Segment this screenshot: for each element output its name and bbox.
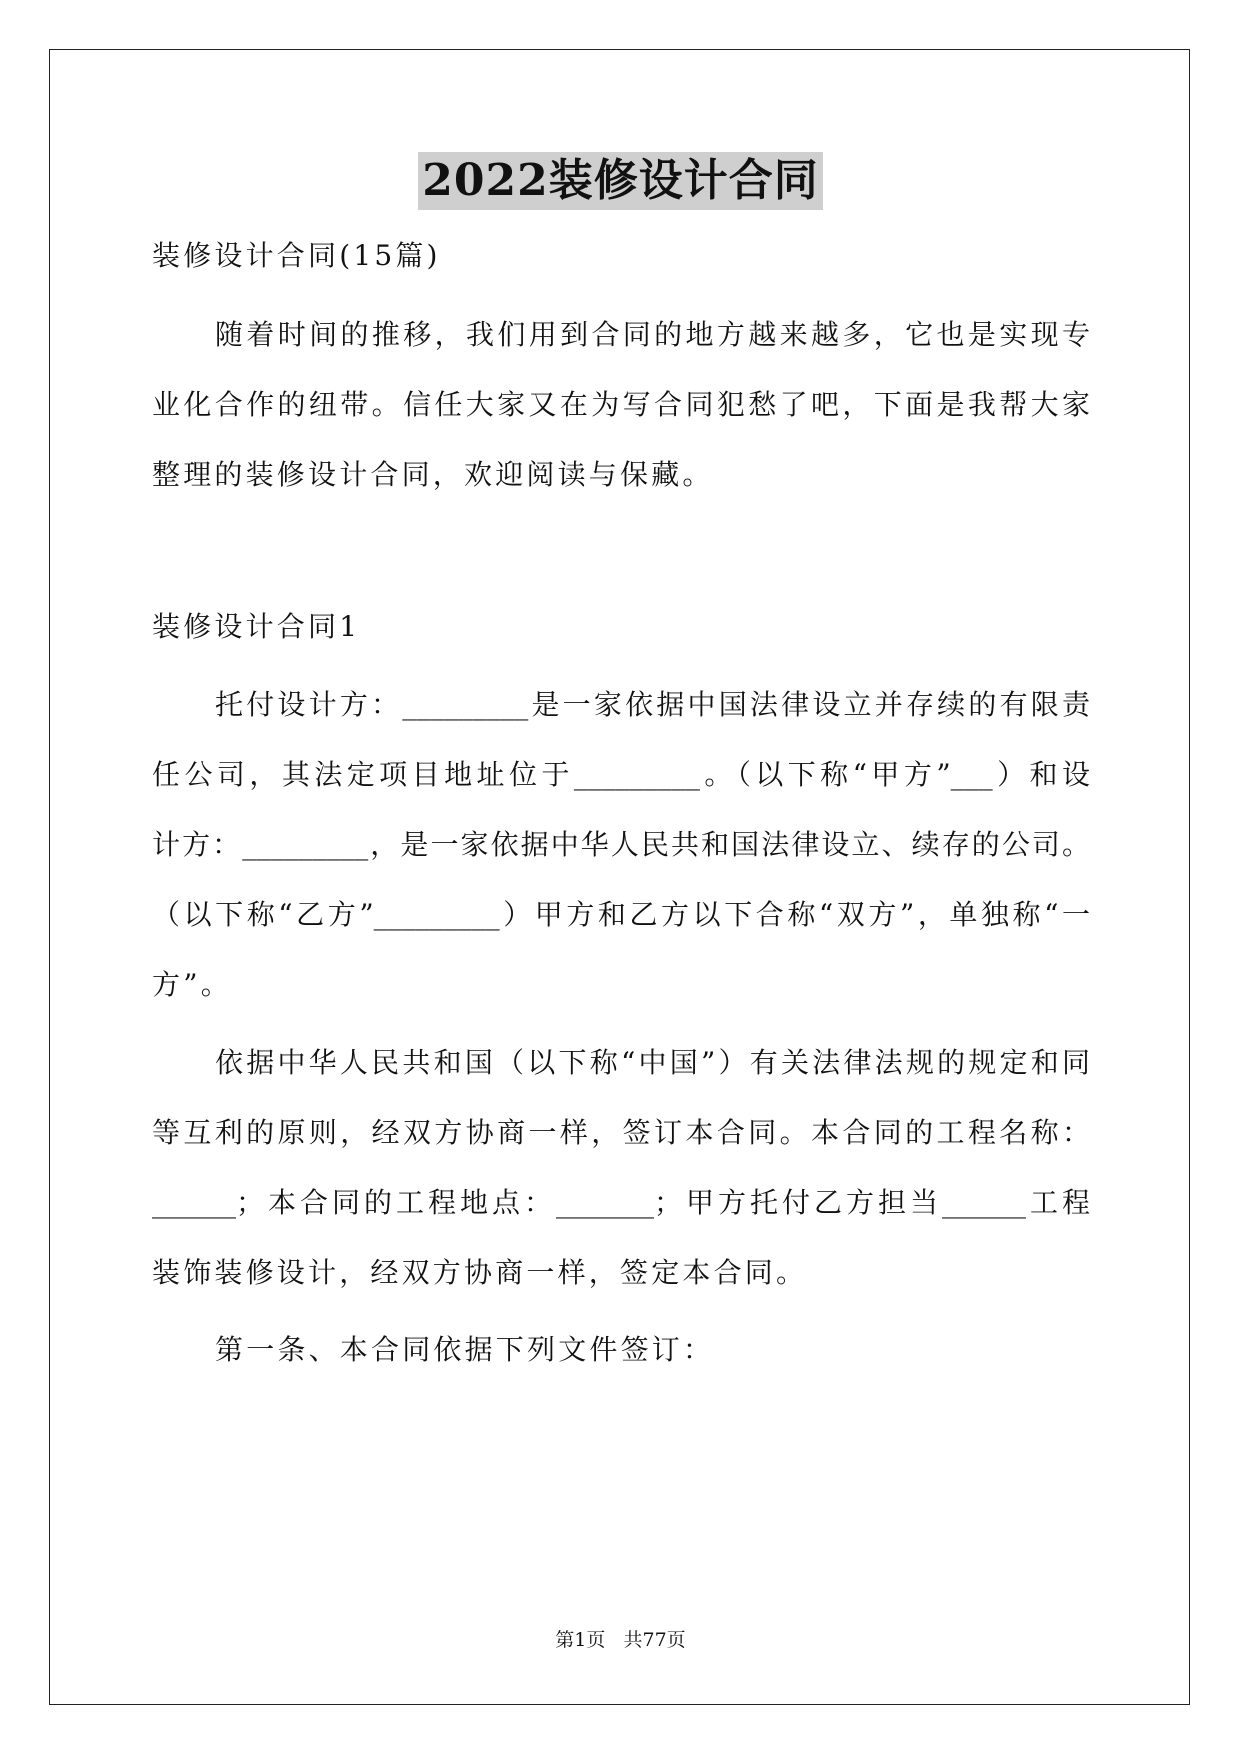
section-heading: 装修设计合同1 [152, 610, 361, 643]
page-border [49, 49, 1190, 1705]
para1-line-3: 计方：_________，是一家依据中华人民共和国法律设立、续存的公司。 [152, 828, 1090, 861]
para2-line-3: ______；本合同的工程地点：_______；甲方托付乙方担当______工程 [152, 1186, 1090, 1219]
article-1-heading: 第一条、本合同依据下列文件签订： [215, 1333, 715, 1366]
para2-line-4: 装饰装修设计，经双方协商一样，签定本合同。 [152, 1256, 808, 1289]
document-title: 2022装修设计合同 [418, 152, 822, 210]
document-subtitle: 装修设计合同(15篇) [152, 239, 441, 272]
intro-line-1: 随着时间的推移，我们用到合同的地方越来越多，它也是实现专 [215, 318, 1090, 351]
page-footer: 第1页 共77页 [555, 1629, 686, 1651]
intro-line-2: 业化合作的纽带。信任大家又在为写合同犯愁了吧，下面是我帮大家 [152, 388, 1090, 421]
para1-line-4: （以下称“乙方”_________）甲方和乙方以下合称“双方”，单独称“一 [152, 898, 1090, 931]
para1-line-1: 托付设计方：_________是一家依据中国法律设立并存续的有限责 [215, 688, 1090, 721]
intro-line-3: 整理的装修设计合同，欢迎阅读与保藏。 [152, 458, 714, 491]
para2-line-1: 依据中华人民共和国（以下称“中国”）有关法律法规的规定和同 [215, 1046, 1090, 1079]
title-container [0, 152, 1241, 210]
para2-line-2: 等互利的原则，经双方协商一样，签订本合同。本合同的工程名称： [152, 1116, 1090, 1149]
para1-line-5: 方”。 [152, 968, 232, 1001]
para1-line-2: 任公司，其法定项目地址位于_________。（以下称“甲方”___）和设 [152, 758, 1090, 791]
